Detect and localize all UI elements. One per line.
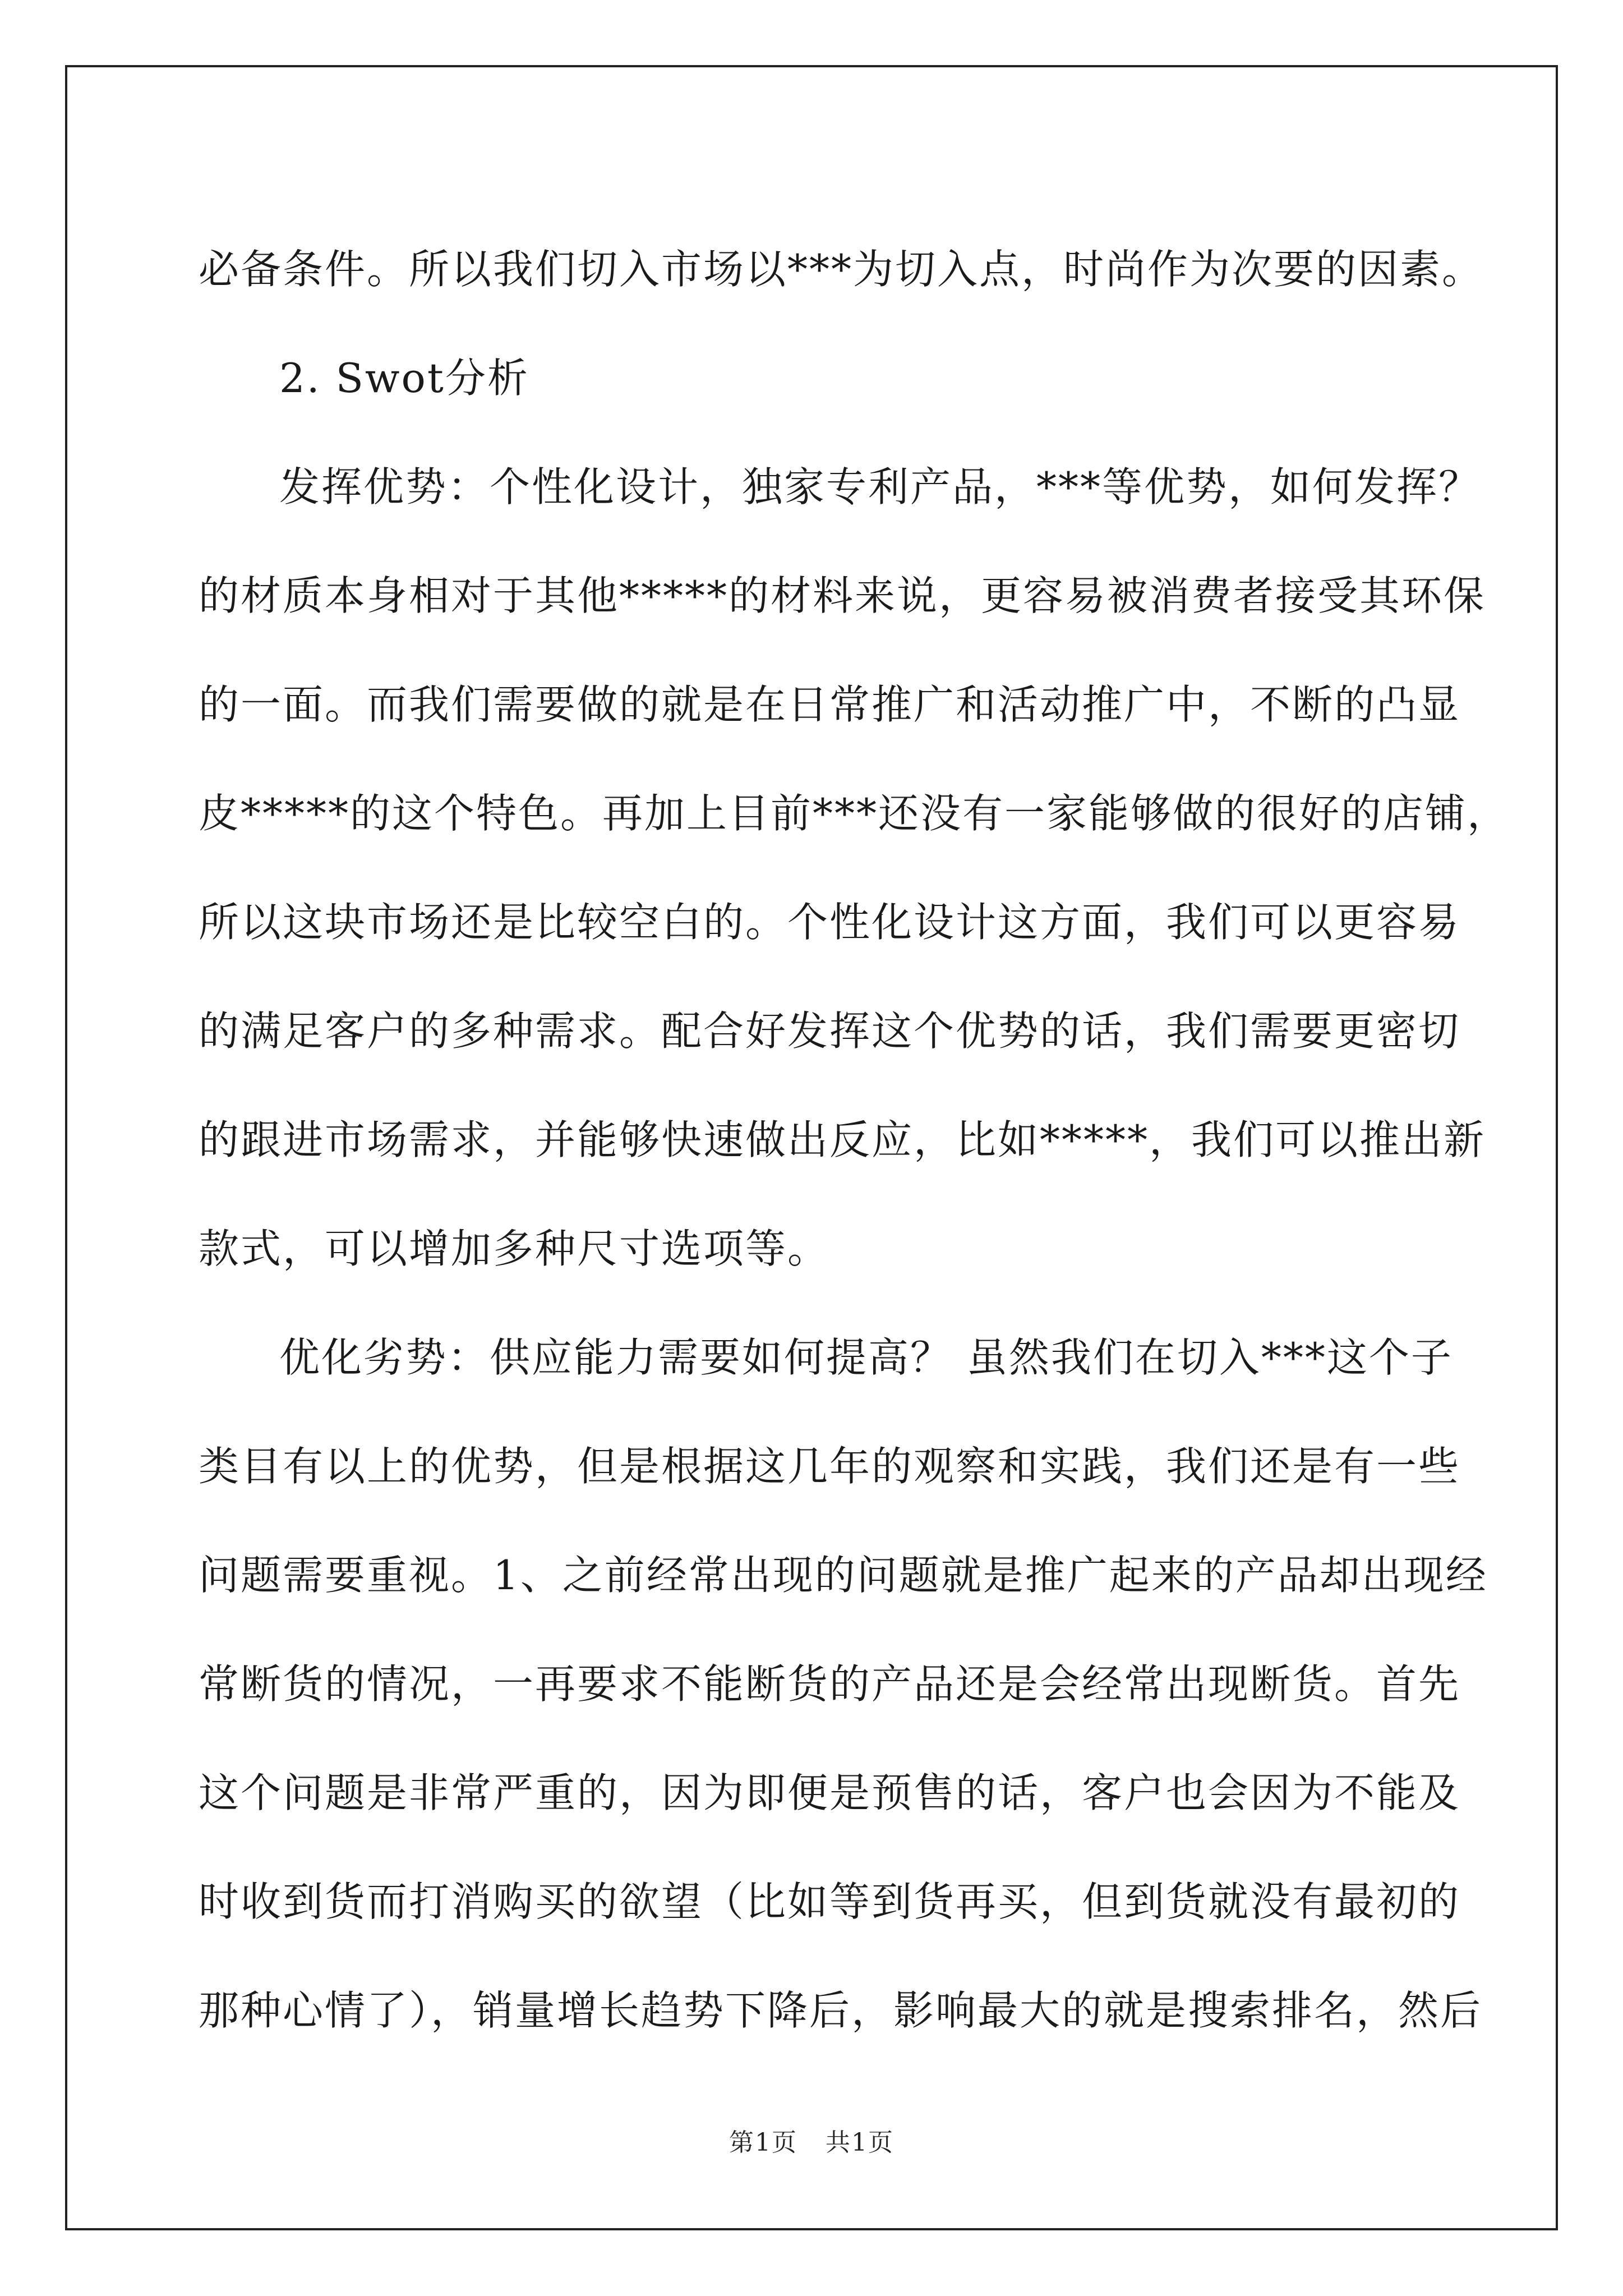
text-line: 发挥优势：个性化设计，独家专利产品，***等优势，如何发挥？ xyxy=(279,463,1481,510)
text-line: 问题需要重视。1、之前经常出现的问题就是推广起来的产品却出现经 xyxy=(199,1552,1488,1599)
text-line: 优化劣势：供应能力需要如何提高？ 虽然我们在切入***这个子 xyxy=(279,1334,1453,1381)
page-footer xyxy=(0,2122,1623,2158)
text-line: 款式，可以增加多种尺寸选项等。 xyxy=(199,1225,830,1272)
text-line: 必备条件。所以我们切入市场以***为切入点，时尚作为次要的因素。 xyxy=(199,246,1484,293)
text-line: 的一面。而我们需要做的就是在日常推广和活动推广中，不断的凸显 xyxy=(199,681,1461,728)
text-line: 的跟进市场需求，并能够快速做出反应，比如*****，我们可以推出新 xyxy=(199,1116,1486,1163)
text-line: 常断货的情况，一再要求不能断货的产品还是会经常出现断货。首先 xyxy=(199,1660,1461,1708)
section-heading: 2. Swot分析 xyxy=(279,355,529,402)
text-line: 这个问题是非常严重的，因为即便是预售的话，客户也会因为不能及 xyxy=(199,1769,1461,1816)
document-body xyxy=(199,215,1510,2065)
text-line: 那种心情了），销量增长趋势下降后，影响最大的就是搜索排名，然后 xyxy=(199,1987,1483,2034)
text-line: 时收到货而打消购买的欲望（比如等到货再买，但到货就没有最初的 xyxy=(199,1878,1461,1925)
text-line: 所以这块市场还是比较空白的。个性化设计这方面，我们可以更容易 xyxy=(199,899,1461,946)
text-line: 的满足客户的多种需求。配合好发挥这个优势的话，我们需要更密切 xyxy=(199,1007,1461,1055)
page-total: 共1页 xyxy=(826,2128,894,2157)
page-number: 第1页 xyxy=(729,2128,797,2157)
text-line: 的材质本身相对于其他*****的材料来说，更容易被消费者接受其环保 xyxy=(199,572,1486,619)
text-line: 皮*****的这个特色。再加上目前***还没有一家能够做的很好的店铺， xyxy=(199,790,1510,837)
text-line: 类目有以上的优势，但是根据这几年的观察和实践，我们还是有一些 xyxy=(199,1443,1461,1490)
